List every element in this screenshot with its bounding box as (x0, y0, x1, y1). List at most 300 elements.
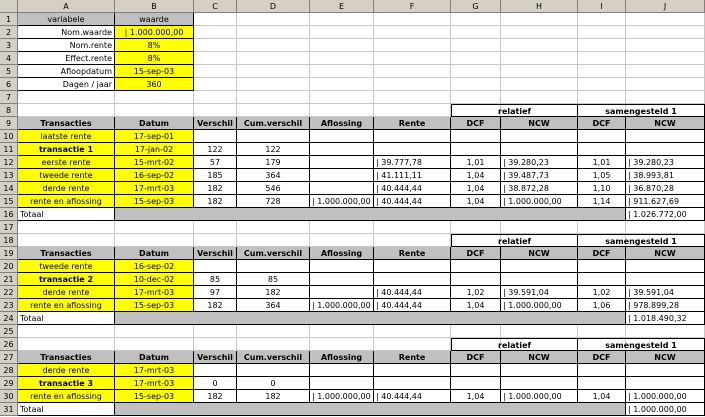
grid-cell[interactable] (501, 65, 578, 78)
table-cell[interactable] (451, 143, 501, 156)
grid-cell[interactable] (237, 91, 310, 104)
table-cell[interactable]: 97 (194, 286, 237, 299)
table-cell[interactable]: | 40.444,44 (374, 390, 451, 403)
table-cell[interactable] (374, 364, 451, 377)
grid-cell[interactable] (310, 26, 374, 39)
table-cell[interactable] (451, 377, 501, 390)
table-header-1[interactable]: Datum (115, 247, 194, 260)
row-header-7[interactable]: 7 (0, 91, 18, 104)
row-header-26[interactable]: 26 (0, 338, 18, 351)
totaal-label[interactable]: Totaal (18, 403, 115, 416)
table-cell[interactable] (310, 156, 374, 169)
row-header-14[interactable]: 14 (0, 182, 18, 195)
table-header-8[interactable]: DCF (578, 247, 626, 260)
table-cell[interactable]: 364 (237, 169, 310, 182)
table-header-4[interactable]: Aflossing (310, 117, 374, 130)
grid-cell[interactable] (374, 234, 451, 247)
row-header-12[interactable]: 12 (0, 156, 18, 169)
table-cell[interactable]: | 39.280,23 (501, 156, 578, 169)
row-header-8[interactable]: 8 (0, 104, 18, 117)
row-header-17[interactable]: 17 (0, 221, 18, 234)
table-cell[interactable]: | 41.111,11 (374, 169, 451, 182)
grid-cell[interactable] (374, 13, 451, 26)
grid-cell[interactable] (451, 13, 501, 26)
table-cell[interactable] (374, 273, 451, 286)
table-cell[interactable]: | 1.000.000,00 (501, 390, 578, 403)
table-cell[interactable]: 182 (194, 390, 237, 403)
table-cell[interactable]: 1,10 (578, 182, 626, 195)
grid-cell[interactable] (626, 13, 705, 26)
grid-cell[interactable] (194, 78, 237, 91)
grid-cell[interactable] (310, 52, 374, 65)
table-cell[interactable]: rente en aflossing (18, 299, 115, 312)
grid-cell[interactable] (374, 91, 451, 104)
column-header-I[interactable]: I (578, 0, 626, 13)
table-cell[interactable]: 0 (194, 377, 237, 390)
table-cell[interactable] (374, 143, 451, 156)
grid-cell[interactable] (374, 338, 451, 351)
totaal-value[interactable]: | 1.000.000,00 (626, 403, 705, 416)
grid-cell[interactable] (237, 26, 310, 39)
row-header-6[interactable]: 6 (0, 78, 18, 91)
grid-cell[interactable] (374, 39, 451, 52)
table-cell[interactable]: 10-dec-02 (115, 273, 194, 286)
table-header-0[interactable]: Transacties (18, 247, 115, 260)
grid-cell[interactable] (115, 104, 194, 117)
grid-cell[interactable] (194, 91, 237, 104)
param-value[interactable]: | 1.000.000,00 (115, 26, 194, 39)
table-cell[interactable] (626, 260, 705, 273)
table-cell[interactable]: | 40.444,44 (374, 182, 451, 195)
grid-cell[interactable] (451, 26, 501, 39)
table-cell[interactable] (501, 143, 578, 156)
table-cell[interactable] (578, 377, 626, 390)
table-cell[interactable]: 1,02 (578, 286, 626, 299)
row-header-1[interactable]: 1 (0, 13, 18, 26)
table-cell[interactable]: 364 (237, 299, 310, 312)
table-header-7[interactable]: NCW (501, 351, 578, 364)
grid-cell[interactable] (626, 26, 705, 39)
table-cell[interactable]: | 38.872,28 (501, 182, 578, 195)
grid-cell[interactable] (194, 104, 237, 117)
table-cell[interactable] (501, 273, 578, 286)
table-cell[interactable] (626, 273, 705, 286)
table-cell[interactable]: 122 (194, 143, 237, 156)
table-cell[interactable]: | 1.000.000,00 (310, 195, 374, 208)
param-label[interactable]: Nom.rente (18, 39, 115, 52)
grid-cell[interactable] (310, 234, 374, 247)
table-cell[interactable]: 15-sep-03 (115, 390, 194, 403)
table-header-2[interactable]: Verschil (194, 247, 237, 260)
grid-cell[interactable] (310, 338, 374, 351)
table-cell[interactable]: 728 (237, 195, 310, 208)
grid-cell[interactable] (237, 39, 310, 52)
row-header-24[interactable]: 24 (0, 312, 18, 325)
grid-cell[interactable] (578, 325, 626, 338)
grid-cell[interactable] (626, 65, 705, 78)
table-cell[interactable]: derde rente (18, 364, 115, 377)
table-cell[interactable] (310, 364, 374, 377)
table-cell[interactable]: | 38.993,81 (626, 169, 705, 182)
table-cell[interactable] (374, 377, 451, 390)
table-cell[interactable]: 1,04 (451, 182, 501, 195)
grid-cell[interactable] (194, 13, 237, 26)
row-header-11[interactable]: 11 (0, 143, 18, 156)
table-cell[interactable]: | 39.591,04 (626, 286, 705, 299)
grid-cell[interactable] (18, 104, 115, 117)
totaal-filler[interactable] (115, 312, 626, 325)
table-header-4[interactable]: Aflossing (310, 247, 374, 260)
row-header-10[interactable]: 10 (0, 130, 18, 143)
table-cell[interactable]: eerste rente (18, 156, 115, 169)
table-cell[interactable] (374, 130, 451, 143)
table-cell[interactable]: 1,06 (578, 299, 626, 312)
table-cell[interactable]: 85 (194, 273, 237, 286)
table-header-8[interactable]: DCF (578, 351, 626, 364)
table-header-1[interactable]: Datum (115, 351, 194, 364)
select-all-corner[interactable] (0, 0, 18, 13)
table-cell[interactable]: 1,04 (578, 390, 626, 403)
grid-cell[interactable] (194, 52, 237, 65)
row-header-19[interactable]: 19 (0, 247, 18, 260)
table-header-2[interactable]: Verschil (194, 117, 237, 130)
table-cell[interactable] (626, 377, 705, 390)
table-cell[interactable] (237, 364, 310, 377)
column-header-B[interactable]: B (115, 0, 194, 13)
table-cell[interactable] (194, 260, 237, 273)
table-cell[interactable]: | 39.487,73 (501, 169, 578, 182)
grid-cell[interactable] (18, 91, 115, 104)
table-cell[interactable]: 1,02 (451, 286, 501, 299)
row-header-20[interactable]: 20 (0, 260, 18, 273)
table-cell[interactable] (501, 377, 578, 390)
grid-cell[interactable] (501, 221, 578, 234)
table-cell[interactable] (451, 130, 501, 143)
grid-cell[interactable] (451, 325, 501, 338)
table-cell[interactable] (501, 364, 578, 377)
grid-cell[interactable] (310, 65, 374, 78)
table-cell[interactable]: 17-mrt-03 (115, 364, 194, 377)
grid-cell[interactable] (578, 13, 626, 26)
grid-cell[interactable] (578, 65, 626, 78)
table-cell[interactable] (626, 143, 705, 156)
table-cell[interactable]: 16-sep-02 (115, 169, 194, 182)
grid-cell[interactable] (451, 65, 501, 78)
param-header-label[interactable]: variabele (18, 13, 115, 26)
table-cell[interactable]: derde rente (18, 286, 115, 299)
table-cell[interactable]: 182 (194, 299, 237, 312)
table-cell[interactable]: 1,04 (451, 390, 501, 403)
totaal-label[interactable]: Totaal (18, 312, 115, 325)
param-header-value[interactable]: waarde (115, 13, 194, 26)
row-header-27[interactable]: 27 (0, 351, 18, 364)
table-cell[interactable]: rente en aflossing (18, 390, 115, 403)
grid-cell[interactable] (194, 26, 237, 39)
totaal-filler[interactable] (115, 403, 626, 416)
table-cell[interactable]: | 911.627,69 (626, 195, 705, 208)
grid-cell[interactable] (626, 78, 705, 91)
table-cell[interactable]: | 39.591,04 (501, 286, 578, 299)
table-cell[interactable]: 1,04 (451, 195, 501, 208)
table-cell[interactable]: | 36.870,28 (626, 182, 705, 195)
table-header-3[interactable]: Cum.verschil (237, 351, 310, 364)
param-value[interactable]: 15-sep-03 (115, 65, 194, 78)
table-cell[interactable] (578, 143, 626, 156)
table-cell[interactable]: | 39.280,23 (626, 156, 705, 169)
grid-cell[interactable] (626, 52, 705, 65)
grid-cell[interactable] (237, 52, 310, 65)
row-header-2[interactable]: 2 (0, 26, 18, 39)
row-header-29[interactable]: 29 (0, 377, 18, 390)
table-cell[interactable]: 17-mrt-03 (115, 286, 194, 299)
row-header-15[interactable]: 15 (0, 195, 18, 208)
table-cell[interactable]: | 40.444,44 (374, 299, 451, 312)
row-header-21[interactable]: 21 (0, 273, 18, 286)
table-cell[interactable] (310, 143, 374, 156)
column-header-C[interactable]: C (194, 0, 237, 13)
table-cell[interactable] (578, 364, 626, 377)
row-header-30[interactable]: 30 (0, 390, 18, 403)
table-cell[interactable]: 1,05 (578, 169, 626, 182)
param-value[interactable]: 8% (115, 39, 194, 52)
table-cell[interactable]: tweede rente (18, 260, 115, 273)
totaal-value[interactable]: | 1.018.490,32 (626, 312, 705, 325)
param-label[interactable]: Dagen / jaar (18, 78, 115, 91)
grid-cell[interactable] (578, 26, 626, 39)
table-cell[interactable]: 1,01 (578, 156, 626, 169)
grid-cell[interactable] (374, 104, 451, 117)
table-cell[interactable] (310, 130, 374, 143)
grid-cell[interactable] (374, 325, 451, 338)
table-header-0[interactable]: Transacties (18, 351, 115, 364)
param-value[interactable]: 360 (115, 78, 194, 91)
table-cell[interactable] (310, 182, 374, 195)
param-label[interactable]: Effect.rente (18, 52, 115, 65)
table-cell[interactable] (310, 273, 374, 286)
totaal-filler[interactable] (115, 208, 626, 221)
table-cell[interactable]: 17-mrt-03 (115, 182, 194, 195)
table-cell[interactable]: | 978.899,28 (626, 299, 705, 312)
row-header-13[interactable]: 13 (0, 169, 18, 182)
table-cell[interactable] (451, 273, 501, 286)
table-cell[interactable] (237, 130, 310, 143)
table-header-0[interactable]: Transacties (18, 117, 115, 130)
grid-cell[interactable] (578, 91, 626, 104)
table-cell[interactable] (194, 364, 237, 377)
grid-cell[interactable] (194, 65, 237, 78)
column-header-G[interactable]: G (451, 0, 501, 13)
row-header-28[interactable]: 28 (0, 364, 18, 377)
grid-cell[interactable] (374, 65, 451, 78)
table-cell[interactable]: 17-mrt-03 (115, 377, 194, 390)
table-cell[interactable]: 122 (237, 143, 310, 156)
grid-cell[interactable] (374, 78, 451, 91)
table-cell[interactable] (451, 260, 501, 273)
grid-cell[interactable] (194, 234, 237, 247)
grid-cell[interactable] (310, 91, 374, 104)
table-cell[interactable] (451, 364, 501, 377)
grid-cell[interactable] (501, 78, 578, 91)
row-header-5[interactable]: 5 (0, 65, 18, 78)
grid-cell[interactable] (194, 338, 237, 351)
table-cell[interactable]: 1,01 (451, 156, 501, 169)
column-header-A[interactable]: A (18, 0, 115, 13)
table-header-3[interactable]: Cum.verschil (237, 117, 310, 130)
table-header-9[interactable]: NCW (626, 351, 705, 364)
table-header-5[interactable]: Rente (374, 117, 451, 130)
table-header-9[interactable]: NCW (626, 117, 705, 130)
table-cell[interactable] (310, 377, 374, 390)
grid-cell[interactable] (501, 26, 578, 39)
column-header-D[interactable]: D (237, 0, 310, 13)
table-cell[interactable] (194, 130, 237, 143)
table-cell[interactable] (626, 364, 705, 377)
table-header-7[interactable]: NCW (501, 117, 578, 130)
table-cell[interactable]: 15-mrt-02 (115, 156, 194, 169)
table-cell[interactable]: 182 (237, 286, 310, 299)
grid-cell[interactable] (578, 39, 626, 52)
table-header-2[interactable]: Verschil (194, 351, 237, 364)
grid-cell[interactable] (18, 338, 115, 351)
param-value[interactable]: 8% (115, 52, 194, 65)
grid-cell[interactable] (374, 26, 451, 39)
table-cell[interactable]: laatste rente (18, 130, 115, 143)
totaal-value[interactable]: | 1.026.772,00 (626, 208, 705, 221)
grid-cell[interactable] (115, 91, 194, 104)
grid-cell[interactable] (310, 104, 374, 117)
table-cell[interactable] (578, 130, 626, 143)
table-cell[interactable]: 1,14 (578, 195, 626, 208)
table-cell[interactable]: tweede rente (18, 169, 115, 182)
table-header-7[interactable]: NCW (501, 247, 578, 260)
grid-cell[interactable] (310, 325, 374, 338)
table-cell[interactable]: 15-sep-03 (115, 299, 194, 312)
table-header-9[interactable]: NCW (626, 247, 705, 260)
table-cell[interactable]: 85 (237, 273, 310, 286)
table-cell[interactable] (578, 273, 626, 286)
table-header-5[interactable]: Rente (374, 351, 451, 364)
column-header-J[interactable]: J (626, 0, 705, 13)
grid-cell[interactable] (501, 13, 578, 26)
grid-cell[interactable] (237, 104, 310, 117)
grid-cell[interactable] (501, 325, 578, 338)
table-cell[interactable]: 57 (194, 156, 237, 169)
row-header-23[interactable]: 23 (0, 299, 18, 312)
grid-cell[interactable] (237, 13, 310, 26)
grid-cell[interactable] (578, 78, 626, 91)
table-cell[interactable]: transactie 3 (18, 377, 115, 390)
row-header-3[interactable]: 3 (0, 39, 18, 52)
table-header-4[interactable]: Aflossing (310, 351, 374, 364)
grid-cell[interactable] (194, 325, 237, 338)
row-header-4[interactable]: 4 (0, 52, 18, 65)
grid-cell[interactable] (451, 91, 501, 104)
grid-cell[interactable] (237, 78, 310, 91)
grid-cell[interactable] (501, 91, 578, 104)
grid-cell[interactable] (237, 325, 310, 338)
row-header-16[interactable]: 16 (0, 208, 18, 221)
table-cell[interactable]: 185 (194, 169, 237, 182)
table-cell[interactable]: | 1.000.000,00 (501, 195, 578, 208)
grid-cell[interactable] (237, 234, 310, 247)
table-cell[interactable]: | 40.444,44 (374, 286, 451, 299)
grid-cell[interactable] (626, 91, 705, 104)
table-header-3[interactable]: Cum.verschil (237, 247, 310, 260)
grid-cell[interactable] (626, 39, 705, 52)
table-cell[interactable]: 182 (194, 195, 237, 208)
table-cell[interactable] (626, 130, 705, 143)
table-cell[interactable]: | 1.000.000,00 (310, 299, 374, 312)
row-header-25[interactable]: 25 (0, 325, 18, 338)
param-label[interactable]: Afloopdatum (18, 65, 115, 78)
table-cell[interactable]: 16-sep-02 (115, 260, 194, 273)
table-cell[interactable]: 1,04 (451, 299, 501, 312)
grid-cell[interactable] (501, 52, 578, 65)
column-header-H[interactable]: H (501, 0, 578, 13)
grid-cell[interactable] (626, 325, 705, 338)
table-cell[interactable]: derde rente (18, 182, 115, 195)
column-header-F[interactable]: F (374, 0, 451, 13)
table-header-8[interactable]: DCF (578, 117, 626, 130)
table-cell[interactable]: 17-sep-01 (115, 130, 194, 143)
table-cell[interactable]: transactie 2 (18, 273, 115, 286)
totaal-label[interactable]: Totaal (18, 208, 115, 221)
grid-cell[interactable] (626, 221, 705, 234)
row-header-9[interactable]: 9 (0, 117, 18, 130)
grid-cell[interactable] (237, 221, 310, 234)
table-header-6[interactable]: DCF (451, 117, 501, 130)
table-cell[interactable] (501, 260, 578, 273)
grid-cell[interactable] (310, 13, 374, 26)
grid-cell[interactable] (310, 78, 374, 91)
grid-cell[interactable] (310, 221, 374, 234)
grid-cell[interactable] (115, 234, 194, 247)
table-cell[interactable]: 15-sep-03 (115, 195, 194, 208)
table-cell[interactable]: 0 (237, 377, 310, 390)
table-cell[interactable]: | 1.000.000,00 (310, 390, 374, 403)
grid-cell[interactable] (194, 39, 237, 52)
grid-cell[interactable] (501, 39, 578, 52)
grid-cell[interactable] (451, 78, 501, 91)
grid-cell[interactable] (578, 221, 626, 234)
grid-cell[interactable] (18, 221, 115, 234)
grid-cell[interactable] (194, 221, 237, 234)
grid-cell[interactable] (310, 39, 374, 52)
grid-cell[interactable] (374, 52, 451, 65)
table-cell[interactable]: 182 (194, 182, 237, 195)
table-cell[interactable] (374, 260, 451, 273)
table-cell[interactable] (310, 260, 374, 273)
grid-cell[interactable] (18, 325, 115, 338)
grid-cell[interactable] (451, 52, 501, 65)
table-cell[interactable]: | 1.000.000,00 (626, 390, 705, 403)
grid-cell[interactable] (237, 65, 310, 78)
table-cell[interactable]: | 39.777,78 (374, 156, 451, 169)
table-cell[interactable]: 17-jan-02 (115, 143, 194, 156)
grid-cell[interactable] (451, 39, 501, 52)
table-cell[interactable]: | 1.000.000,00 (501, 299, 578, 312)
table-cell[interactable] (501, 130, 578, 143)
row-header-22[interactable]: 22 (0, 286, 18, 299)
table-cell[interactable]: 1,04 (451, 169, 501, 182)
table-cell[interactable]: 182 (237, 390, 310, 403)
table-cell[interactable]: rente en aflossing (18, 195, 115, 208)
table-cell[interactable]: 546 (237, 182, 310, 195)
table-cell[interactable]: 179 (237, 156, 310, 169)
table-header-5[interactable]: Rente (374, 247, 451, 260)
row-header-31[interactable]: 31 (0, 403, 18, 416)
param-label[interactable]: Nom.waarde (18, 26, 115, 39)
